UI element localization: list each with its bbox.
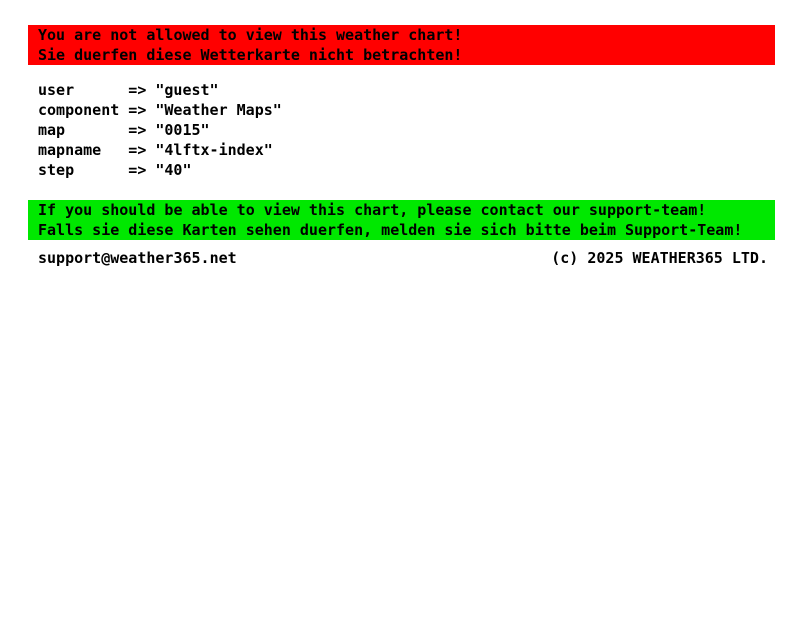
detail-value: "4lftx-index" [155, 141, 273, 159]
detail-row-mapname [38, 140, 800, 160]
arrow-glyph: => [128, 121, 147, 139]
error-line-de: Sie duerfen diese Wetterkarte nicht betrachten! [38, 46, 463, 64]
detail-value: "Weather Maps" [155, 101, 282, 119]
error-banner [28, 25, 775, 65]
detail-key: map [38, 121, 66, 139]
detail-key: component [38, 101, 120, 119]
detail-row-map [38, 120, 800, 140]
support-email: support@weather365.net [38, 249, 237, 267]
error-line-en: You are not allowed to view this weather chart! [38, 26, 463, 44]
detail-key: step [38, 161, 75, 179]
support-line-de: Falls sie diese Karten sehen duerfen, melden sie sich bitte beim Support-Team! [38, 221, 743, 239]
access-denied-page [0, 25, 800, 268]
detail-value: "guest" [155, 81, 219, 99]
arrow-glyph: => [128, 81, 147, 99]
detail-value: "40" [155, 161, 192, 179]
arrow-glyph: => [128, 141, 147, 159]
arrow-glyph: => [128, 161, 147, 179]
arrow-glyph: => [128, 101, 147, 119]
footer [38, 248, 768, 268]
support-line-en: If you should be able to view this chart, please contact our support-team! [38, 201, 707, 219]
detail-key: user [38, 81, 75, 99]
detail-key: mapname [38, 141, 102, 159]
detail-value: "0015" [155, 121, 210, 139]
copyright-notice: (c) 2025 WEATHER365 LTD. [551, 249, 768, 267]
request-details [38, 80, 800, 180]
support-banner [28, 200, 775, 240]
detail-row-user [38, 80, 800, 100]
detail-row-step [38, 160, 800, 180]
detail-row-component [38, 100, 800, 120]
